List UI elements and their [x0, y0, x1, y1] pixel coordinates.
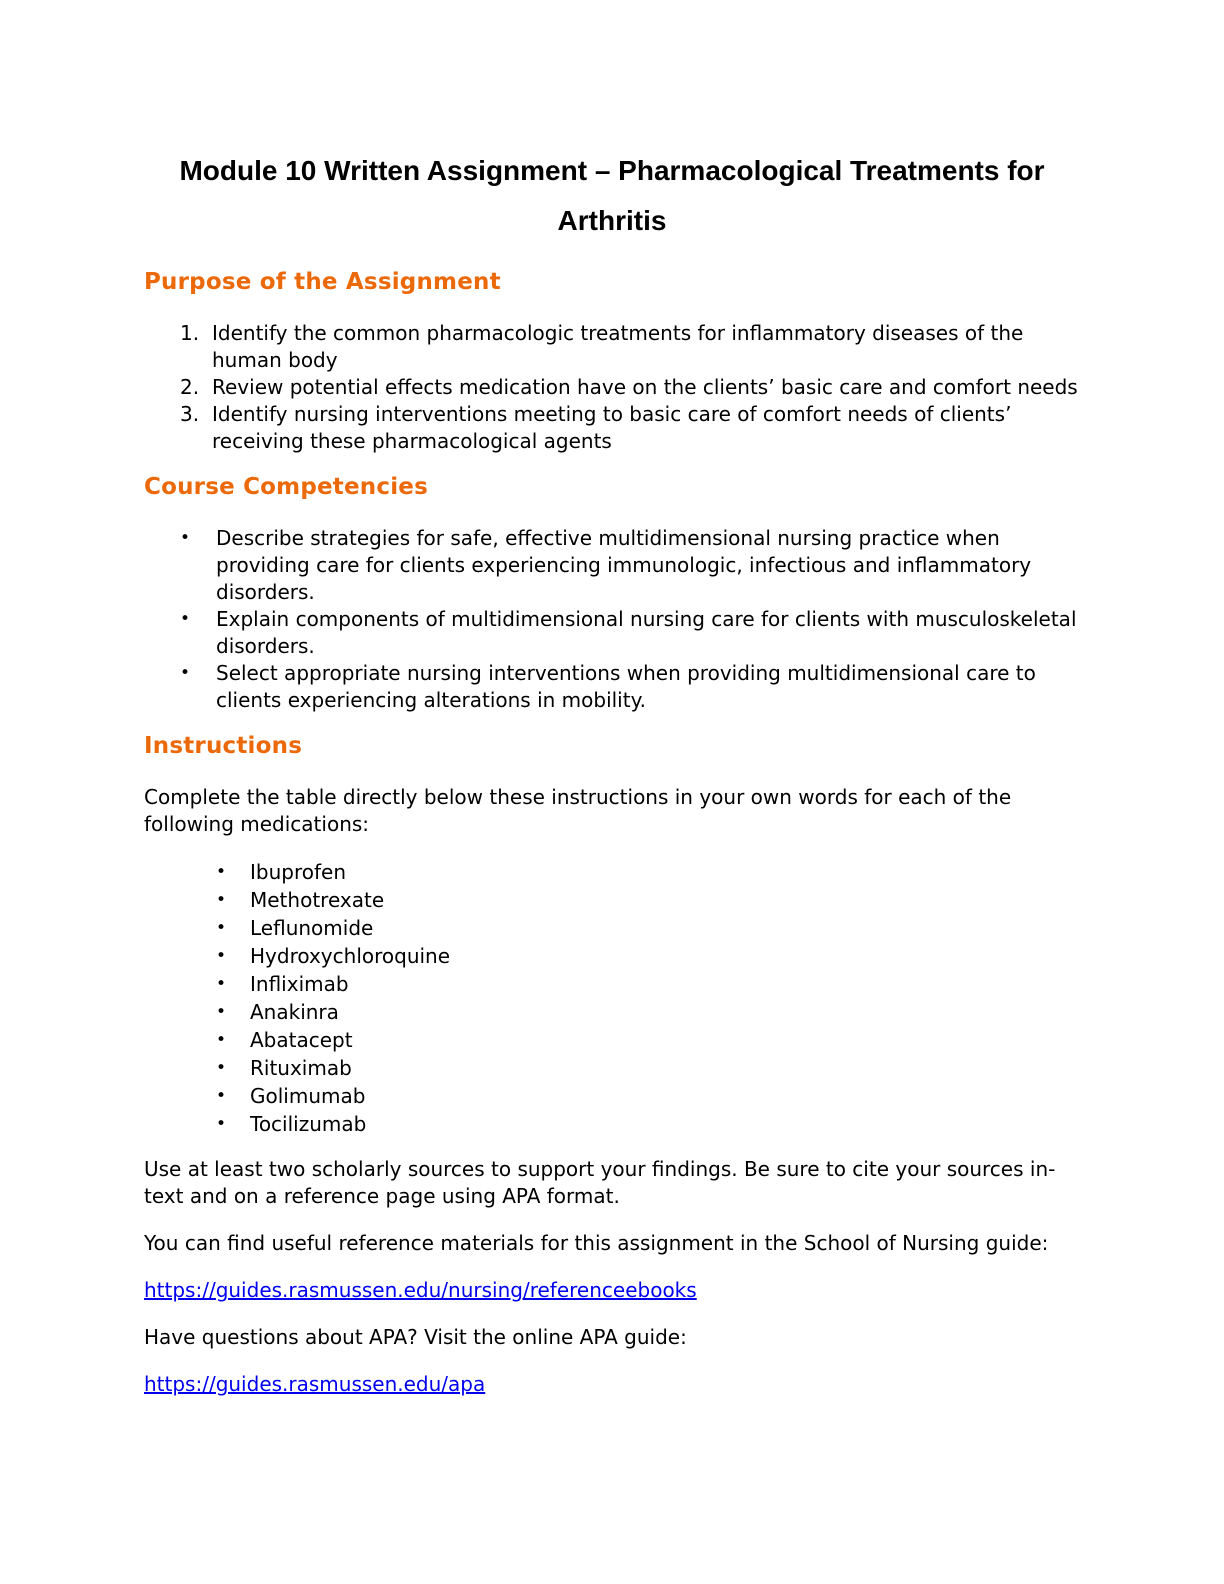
- document-title-line1: Module 10 Written Assignment – Pharmacological Treatments for: [179, 155, 1045, 186]
- medication-name: Golimumab: [250, 1084, 366, 1108]
- bullet-icon: •: [216, 974, 227, 994]
- list-item: [144, 998, 1080, 1026]
- list-item: [144, 401, 1080, 455]
- list-item-text: Describe strategies for safe, effective multidimensional nursing practice when providing care for clients experiencing immunologic, infectious and inflammatory disorders.: [216, 526, 1032, 604]
- list-item-text: Review potential effects medication have on the clients’ basic care and comfort needs: [212, 375, 1078, 399]
- nursing-guide-note: You can find useful reference materials for this assignment in the School of Nursing guide:: [144, 1231, 1049, 1255]
- medication-name: Abatacept: [250, 1028, 353, 1052]
- medication-name: Rituximab: [250, 1056, 352, 1080]
- bullet-icon: •: [216, 1114, 227, 1134]
- medication-name: Infliximab: [250, 972, 349, 996]
- section-heading-purpose: Purpose of the Assignment: [144, 269, 501, 295]
- apa-guide-link-paragraph: [144, 1371, 1080, 1398]
- competencies-bullet-list: [144, 525, 1080, 714]
- list-item: [144, 525, 1080, 606]
- list-item: [144, 320, 1080, 374]
- sources-note: Use at least two scholarly sources to support your findings. Be sure to cite your sources in-text and on a reference page using APA format.: [144, 1157, 1056, 1208]
- section-heading-competencies: Course Competencies: [144, 474, 428, 500]
- medication-name: Anakinra: [250, 1000, 339, 1024]
- apa-guide-link[interactable]: https://guides.rasmussen.edu/apa: [144, 1372, 486, 1396]
- list-item: [144, 858, 1080, 886]
- bullet-icon: •: [216, 890, 227, 910]
- list-item: [144, 1026, 1080, 1054]
- list-item: [144, 660, 1080, 714]
- list-item: [144, 1110, 1080, 1138]
- bullet-icon: •: [216, 918, 227, 938]
- bullet-icon: •: [216, 862, 227, 882]
- bullet-icon: •: [216, 1058, 227, 1078]
- list-item: [144, 1054, 1080, 1082]
- bullet-icon: •: [216, 1030, 227, 1050]
- bullet-icon: •: [216, 946, 227, 966]
- medication-name: Ibuprofen: [250, 860, 347, 884]
- document-title: [144, 146, 1080, 246]
- list-item: [144, 942, 1080, 970]
- instructions-intro: Complete the table directly below these instructions in your own words for each of the following medications:: [144, 785, 1012, 836]
- list-item: [144, 374, 1080, 401]
- list-item: [144, 606, 1080, 660]
- apa-question: Have questions about APA? Visit the online APA guide:: [144, 1325, 687, 1349]
- medication-name: Tocilizumab: [250, 1112, 367, 1136]
- bullet-icon: •: [180, 528, 191, 548]
- document-title-line2: Arthritis: [557, 205, 667, 236]
- nursing-guide-link-paragraph: [144, 1277, 1080, 1304]
- medications-bullet-list: [144, 858, 1080, 1138]
- bullet-icon: •: [180, 663, 191, 683]
- list-item-text: Identify nursing interventions meeting to basic care of comfort needs of clients’ receiving these pharmacological agents: [212, 402, 1012, 453]
- medication-name: Hydroxychloroquine: [250, 944, 451, 968]
- list-number: 2.: [180, 375, 200, 399]
- bullet-icon: •: [180, 609, 191, 629]
- list-item: [144, 886, 1080, 914]
- purpose-numbered-list: [144, 320, 1080, 455]
- bullet-icon: •: [216, 1002, 227, 1022]
- list-item: [144, 1082, 1080, 1110]
- medication-name: Leflunomide: [250, 916, 374, 940]
- bullet-icon: •: [216, 1086, 227, 1106]
- medication-name: Methotrexate: [250, 888, 385, 912]
- section-heading-instructions: Instructions: [144, 733, 303, 759]
- list-number: 1.: [180, 321, 200, 345]
- nursing-guide-link[interactable]: https://guides.rasmussen.edu/nursing/referenceebooks: [144, 1278, 697, 1302]
- list-number: 3.: [180, 402, 200, 426]
- list-item-text: Explain components of multidimensional nursing care for clients with musculoskeletal disorders.: [216, 607, 1077, 658]
- list-item: [144, 970, 1080, 998]
- list-item-text: Identify the common pharmacologic treatments for inflammatory diseases of the human body: [212, 321, 1024, 372]
- list-item-text: Select appropriate nursing interventions when providing multidimensional care to clients experiencing alterations in mobility.: [216, 661, 1036, 712]
- list-item: [144, 914, 1080, 942]
